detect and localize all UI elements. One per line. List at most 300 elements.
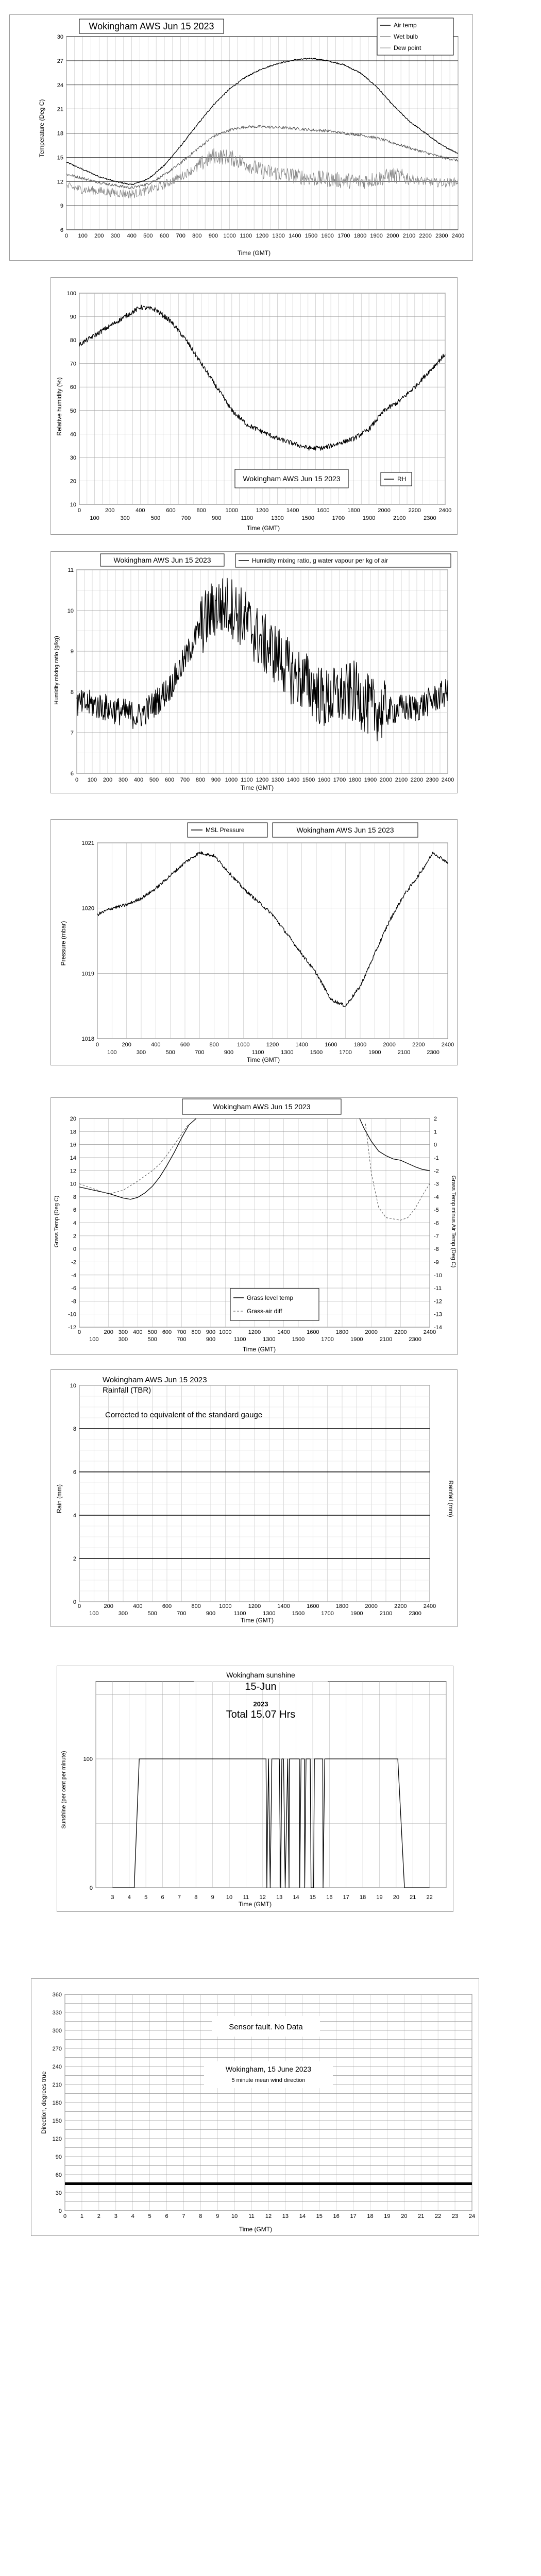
pressure-chart-panel [50,819,458,1065]
temp-y-tick-label: 27 [57,58,63,64]
mixing-ratio-chart-panel [50,551,458,793]
humidity-x-axis-label: Time (GMT) [246,524,280,532]
wind-x-tick-label: 8 [199,2213,202,2219]
rain-x-tick-label-lower: 1100 [233,1611,246,1617]
grass-x-tick-label-lower: 900 [206,1336,216,1343]
pressure-x-tick-label: 1800 [353,1042,367,1048]
grass-x-tick-label: 1800 [335,1329,349,1335]
wind-direction-chart [31,1979,480,2236]
rainfall-chart-panel [50,1369,458,1627]
wind-x-tick-label: 7 [182,2213,185,2219]
rain-x-tick-label-lower: 100 [89,1611,99,1617]
rh-x-tick-label: 600 [166,507,176,514]
temp-x-tick-label: 100 [78,233,88,239]
rh-y-tick-label: 50 [70,408,76,414]
pressure-x-tick-label: 1600 [325,1042,337,1048]
mix-x-tick-label: 1500 [302,777,315,783]
grass-x-tick-label: 900 [206,1329,216,1335]
grass-right-tick-label: -13 [434,1311,442,1318]
rh-y-tick-label: 10 [70,502,76,508]
mix-x-tick-label: 1300 [271,777,284,783]
rh-x-tick-label-lower: 2100 [393,515,406,521]
rain-x-tick-label: 2400 [423,1603,436,1609]
grass-x-tick-label: 800 [191,1329,201,1335]
pressure-x-tick-label: 400 [151,1042,161,1048]
rh-x-tick-label-lower: 100 [90,515,99,521]
rh-x-tick-label-lower: 1900 [362,515,376,521]
mix-x-tick-label: 2100 [395,777,408,783]
sunshine-date: 15-Jun [245,1681,277,1692]
rh-y-tick-label: 40 [70,431,76,438]
temp-x-tick-label: 1300 [272,233,285,239]
grass-x-tick-label: 1000 [219,1329,232,1335]
mix-x-tick-label: 0 [75,777,79,783]
sun-x-tick-label: 6 [161,1894,164,1901]
rain-y-tick-label: 8 [73,1426,76,1432]
rain-x-tick-label: 1600 [307,1603,319,1609]
wind-chart-title: Wokingham, 15 June 2023 [225,2065,312,2073]
mix-x-tick-label: 200 [103,777,113,783]
wind-y-tick-label: 30 [55,2190,62,2196]
sun-x-tick-label: 10 [226,1894,233,1901]
temp-x-tick-label: 900 [208,233,218,239]
legend-dew-point-label: Dew point [394,44,421,52]
mix-y-tick-label: 8 [70,689,74,696]
wind-x-tick-label: 21 [418,2213,425,2219]
pressure-x-tick-label-lower: 1900 [368,1049,381,1056]
pressure-y-tick-label: 1020 [81,905,94,912]
wind-y-tick-label: 60 [55,2172,62,2178]
wind-x-tick-label: 6 [165,2213,168,2219]
temp-x-tick-label: 2300 [435,233,448,239]
temp-x-tick-label: 2400 [451,233,465,239]
sun-x-tick-label: 12 [259,1894,266,1901]
rh-x-tick-label: 1200 [256,507,269,514]
temp-x-tick-label: 800 [192,233,202,239]
rh-y-tick-label: 60 [70,384,76,391]
grass-right-tick-label: -1 [434,1155,439,1161]
grass-right-tick-label: -11 [434,1285,442,1292]
wind-y-tick-label: 0 [58,2208,62,2214]
wind-y-tick-label: 300 [52,2028,62,2034]
pressure-x-tick-label: 2400 [441,1042,454,1048]
rain-x-tick-label: 200 [104,1603,113,1609]
pressure-x-tick-label: 1200 [266,1042,279,1048]
mixing-ratio-y-axis-label: Humidity mixing ratio (g/kg) [54,636,60,705]
mix-x-tick-label: 1400 [286,777,300,783]
wind-x-tick-label: 16 [333,2213,340,2219]
rh-x-tick-label: 200 [105,507,115,514]
mixing-ratio-chart [51,552,458,794]
grass-y-tick-label: -8 [71,1298,76,1305]
sunshine-chart [57,1666,454,1912]
rh-y-tick-label: 80 [70,337,76,344]
rh-x-tick-label-lower: 1500 [301,515,314,521]
pressure-x-tick-label-lower: 900 [224,1049,234,1056]
legend-msl-pressure-label: MSL Pressure [206,826,245,834]
temp-x-tick-label: 0 [64,233,69,239]
rain-x-tick-label-lower: 300 [118,1611,128,1617]
grass-right-tick-label: -6 [434,1220,439,1227]
grass-x-tick-label-lower: 1500 [292,1336,305,1343]
sunshine-y-axis-label: Sunshine (per cent per minute) [61,1751,67,1829]
temp-x-tick-label: 2100 [402,233,416,239]
rh-x-tick-label-lower: 900 [212,515,222,521]
wind-sensor-fault-note: Sensor fault. No Data [229,2023,303,2031]
rainfall-y-axis-label: Rain (mm) [56,1484,63,1513]
pressure-x-tick-label-lower: 1500 [310,1049,323,1056]
temp-x-tick-label: 1100 [240,233,252,239]
mix-y-tick-label: 9 [70,649,74,655]
mix-y-tick-label: 11 [67,567,74,573]
grass-x-tick-label-lower: 300 [118,1336,128,1343]
mix-y-tick-label: 10 [67,608,74,614]
grass-right-tick-label: 0 [434,1142,437,1148]
rain-x-tick-label: 1400 [277,1603,290,1609]
grass-x-tick-label: 0 [77,1329,81,1335]
grass-temp-chart [51,1098,458,1355]
temp-y-tick-label: 6 [60,227,63,233]
grass-x-tick-label: 2000 [365,1329,378,1335]
grass-y-tick-label: 6 [73,1207,76,1214]
grass-y-tick-label: -12 [68,1325,76,1331]
wind-y-axis-label: Direction, degrees true [40,2071,47,2134]
grass-y-tick-label: -10 [68,1311,76,1318]
rainfall-chart-subtitle: Rainfall (TBR) [103,1386,151,1395]
temp-y-tick-label: 12 [57,179,63,185]
temp-x-tick-label: 1400 [289,233,301,239]
temp-x-tick-label: 2000 [386,233,399,239]
sun-x-tick-label: 16 [326,1894,333,1901]
grass-y-tick-label: 20 [70,1116,76,1122]
mixing-ratio-chart-title: Wokingham AWS Jun 15 2023 [113,556,211,564]
grass-y-tick-label: 14 [70,1155,76,1161]
wind-x-tick-label: 14 [299,2213,306,2219]
mix-x-tick-label: 1700 [333,777,346,783]
legend-mixing-ratio-label: Humidity mixing ratio, g water vapour per kg of air [252,557,388,564]
wind-x-tick-label: 5 [148,2213,151,2219]
rh-y-tick-label: 20 [70,478,76,485]
grass-y-tick-label: -6 [71,1285,76,1292]
pressure-x-tick-label: 0 [95,1042,99,1048]
rain-y-tick-label: 10 [70,1383,76,1389]
rainfall-chart-title: Wokingham AWS Jun 15 2023 [103,1376,207,1384]
grass-right-tick-label: -14 [434,1325,442,1331]
grass-y-tick-label: 12 [70,1168,76,1175]
pressure-x-tick-label-lower: 1300 [281,1049,294,1056]
rh-y-tick-label: 100 [66,291,76,297]
sun-x-tick-label: 20 [393,1894,399,1901]
grass-right-tick-label: -12 [434,1298,442,1305]
pressure-x-tick-label: 2000 [383,1042,396,1048]
humidity-chart-title: Wokingham AWS Jun 15 2023 [243,474,341,483]
pressure-chart-title: Wokingham AWS Jun 15 2023 [296,826,394,834]
sun-x-tick-label: 3 [111,1894,114,1901]
grass-x-tick-label-lower: 1100 [233,1336,246,1343]
grass-right-tick-label: -2 [434,1168,439,1175]
pressure-chart [51,820,458,1066]
pressure-x-tick-label: 600 [180,1042,190,1048]
grass-x-tick-label: 1600 [307,1329,319,1335]
wind-x-tick-label: 17 [350,2213,357,2219]
sunshine-chart-panel [57,1666,453,1912]
wind-y-tick-label: 210 [52,2082,62,2088]
pressure-x-tick-label-lower: 2100 [397,1049,411,1056]
temp-grid [66,37,458,230]
grass-temp-legend-box [230,1289,319,1320]
mix-grid [77,570,448,773]
grass-x-tick-label: 700 [177,1329,187,1335]
rain-x-tick-label: 800 [191,1603,201,1609]
humidity-chart-panel [50,277,458,535]
temp-x-tick-label: 200 [94,233,104,239]
mix-x-tick-label: 1900 [364,777,377,783]
grass-y-tick-label: 10 [70,1181,76,1188]
mix-x-tick-label: 900 [211,777,221,783]
rh-x-tick-label-lower: 1300 [271,515,284,521]
sun-y-tick-label: 100 [83,1756,93,1762]
pressure-x-tick-label: 1400 [295,1042,308,1048]
sunshine-x-axis-label: Time (GMT) [238,1901,272,1908]
rainfall-right-axis-label: Rainfall (mm) [447,1480,454,1517]
wind-x-tick-label: 1 [80,2213,83,2219]
grass-y-tick-label: 4 [73,1220,76,1227]
grass-x-tick-label-lower: 100 [89,1336,99,1343]
grass-temp-chart-panel [50,1097,458,1355]
sun-x-tick-label: 18 [359,1894,366,1901]
rain-x-tick-label-lower: 2100 [379,1611,393,1617]
pressure-x-axis-label: Time (GMT) [246,1056,280,1063]
grass-right-tick-label: -3 [434,1181,439,1188]
grass-right-tick-label: -8 [434,1246,439,1253]
rh-y-tick-label: 30 [70,454,76,461]
legend-grass-air-diff-label: Grass-air diff [247,1308,282,1315]
temperature-chart-title: Wokingham AWS Jun 15 2023 [89,21,214,31]
temp-y-tick-label: 18 [57,130,63,137]
mix-x-tick-label: 1800 [348,777,362,783]
rh-x-tick-label-lower: 500 [150,515,161,521]
sun-x-tick-label: 5 [144,1894,148,1901]
mix-y-tick-label: 7 [70,730,74,736]
wind-y-tick-label: 240 [52,2064,62,2070]
wind-y-tick-label: 180 [52,2100,62,2106]
humidity-chart [51,278,458,535]
temp-y-tick-label: 21 [57,106,63,113]
sun-y-tick-label: 0 [89,1885,93,1891]
grass-x-tick-label: 200 [104,1329,113,1335]
rh-x-tick-label: 800 [196,507,206,514]
rh-y-tick-label: 90 [70,314,76,320]
temp-x-tick-label: 300 [110,233,121,239]
mix-x-tick-label: 1000 [225,777,238,783]
pressure-x-tick-label-lower: 1700 [339,1049,352,1056]
temp-x-tick-label: 1800 [353,233,367,239]
wind-x-tick-label: 13 [282,2213,289,2219]
wind-x-tick-label: 0 [63,2213,67,2219]
sun-x-tick-label: 22 [426,1894,433,1901]
pressure-x-tick-label-lower: 300 [136,1049,146,1056]
wind-y-tick-label: 360 [52,1992,62,1998]
grass-y-tick-label: 2 [73,1233,76,1240]
wind-x-tick-label: 23 [451,2213,459,2219]
temp-y-tick-label: 30 [57,34,63,40]
wind-x-tick-label: 10 [231,2213,238,2219]
grass-right-tick-label: -9 [434,1259,439,1266]
temp-x-tick-label: 600 [159,233,170,239]
rain-x-tick-label: 1200 [248,1603,261,1609]
pressure-y-tick-label: 1018 [81,1036,94,1042]
rain-y-tick-label: 0 [73,1599,76,1605]
mix-x-tick-label: 2300 [426,777,439,783]
mix-x-tick-label: 1600 [317,777,331,783]
grass-x-tick-label: 2400 [423,1329,436,1335]
grass-x-tick-label-lower: 700 [177,1336,187,1343]
rh-x-tick-label: 1600 [317,507,330,514]
pressure-x-tick-label-lower: 100 [107,1049,117,1056]
wind-y-tick-label: 330 [52,2010,62,2016]
rh-x-tick-label-lower: 1700 [332,515,345,521]
wind-x-tick-label: 2 [97,2213,100,2219]
grass-x-tick-label-lower: 2300 [409,1336,421,1343]
temp-x-tick-label: 2200 [419,233,432,239]
pressure-x-tick-label: 800 [209,1042,219,1048]
mix-x-tick-label: 2200 [410,777,424,783]
rain-x-tick-label: 1800 [335,1603,349,1609]
rh-x-tick-label: 0 [77,507,81,514]
sun-x-tick-label: 17 [343,1894,349,1901]
grass-x-tick-label-lower: 1300 [263,1336,276,1343]
rain-x-tick-label-lower: 1300 [263,1611,276,1617]
grass-x-tick-label-lower: 1700 [321,1336,334,1343]
legend-air-temp-label: Air temp [394,22,417,29]
mix-x-tick-label: 300 [118,777,128,783]
temp-x-tick-label: 1900 [370,233,383,239]
rainfall-x-axis-label: Time (GMT) [240,1617,274,1624]
mix-x-tick-label: 1100 [241,777,253,783]
temperature-x-axis-label: Time (GMT) [237,249,271,257]
legend-rh-label: RH [397,476,407,483]
rain-x-tick-label: 600 [162,1603,172,1609]
wind-x-axis-label: Time (GMT) [239,2226,273,2233]
rain-x-tick-label-lower: 1900 [350,1611,363,1617]
sun-x-tick-label: 7 [177,1894,181,1901]
grass-x-tick-label-lower: 1900 [350,1336,363,1343]
rh-x-tick-label: 400 [136,507,145,514]
pressure-x-tick-label-lower: 1100 [251,1049,264,1056]
sunshine-chart-title: Wokingham sunshine [226,1671,295,1679]
temp-x-tick-label: 1500 [305,233,318,239]
rh-x-tick-label: 2000 [378,507,391,514]
mix-x-tick-label: 700 [180,777,190,783]
rh-x-tick-label: 2400 [438,507,452,514]
pressure-x-tick-label-lower: 700 [195,1049,205,1056]
mix-x-tick-label: 1200 [256,777,269,783]
rh-x-tick-label: 1400 [286,507,299,514]
rain-x-tick-label: 2000 [365,1603,378,1609]
wind-y-tick-label: 120 [52,2136,62,2142]
wind-x-tick-label: 4 [131,2213,134,2219]
pressure-x-tick-label-lower: 2300 [427,1049,439,1056]
grass-y-tick-label: 0 [73,1246,76,1253]
temperature-chart [10,15,474,261]
mix-x-tick-label: 100 [87,777,97,783]
rh-x-tick-label: 1000 [225,507,239,514]
rainfall-correction-note: Corrected to equivalent of the standard gauge [105,1411,263,1419]
mix-y-tick-label: 6 [70,771,74,777]
grass-temp-y-axis-label: Grass Temp (Deg C) [54,1195,60,1248]
grass-x-tick-label: 1200 [248,1329,261,1335]
sun-x-tick-label: 15 [309,1894,316,1901]
grass-x-tick-label: 1400 [277,1329,290,1335]
wind-y-tick-label: 150 [52,2118,62,2124]
grass-x-tick-label: 2200 [394,1329,407,1335]
rain-x-tick-label: 400 [133,1603,143,1609]
wind-x-tick-label: 9 [216,2213,219,2219]
grass-right-tick-label: -4 [434,1194,439,1200]
sun-x-tick-label: 4 [127,1894,131,1901]
grass-x-tick-label: 600 [162,1329,172,1335]
mix-x-tick-label: 600 [164,777,175,783]
grass-y-tick-label: 16 [70,1142,76,1148]
wind-x-tick-label: 18 [367,2213,374,2219]
grass-x-tick-label: 500 [147,1329,157,1335]
mix-x-tick-label: 500 [149,777,159,783]
mix-x-tick-label: 800 [195,777,206,783]
rain-x-tick-label-lower: 900 [206,1611,216,1617]
pressure-y-axis-label: Pressure (mbar) [60,921,67,966]
rh-x-tick-label-lower: 2300 [424,515,436,521]
rain-y-tick-label: 4 [73,1513,76,1519]
rh-x-tick-label: 1800 [347,507,360,514]
rh-x-tick-label: 2200 [408,507,421,514]
rh-y-tick-label: 70 [70,361,76,367]
grass-right-tick-label: -5 [434,1207,439,1214]
grass-x-tick-label-lower: 2100 [379,1336,393,1343]
grass-right-tick-label: 2 [434,1116,437,1122]
grass-y-tick-label: 8 [73,1194,76,1200]
grass-x-tick-label: 400 [133,1329,143,1335]
wind-x-tick-label: 19 [384,2213,391,2219]
mix-x-tick-label: 400 [133,777,144,783]
sunshine-year: 2023 [253,1700,268,1708]
pressure-x-tick-label: 200 [122,1042,131,1048]
grass-temp-x-axis-label: Time (GMT) [242,1346,276,1353]
rh-x-tick-label-lower: 300 [120,515,130,521]
mix-x-tick-label: 2000 [379,777,393,783]
legend-grass-level-label: Grass level temp [247,1294,294,1301]
grass-y-tick-label: -4 [71,1272,76,1279]
rainfall-chart [51,1370,458,1628]
rain-x-tick-label-lower: 1500 [292,1611,305,1617]
rh-x-tick-label-lower: 1100 [241,515,253,521]
grass-right-tick-label: 1 [434,1129,437,1136]
pressure-x-tick-label: 1000 [237,1042,250,1048]
grass-temp-right-axis-label: Grass Temp minus Air Temp (Deg C) [450,1175,457,1268]
wind-x-tick-label: 3 [114,2213,117,2219]
pressure-y-tick-label: 1019 [81,971,94,977]
mixing-ratio-x-axis-label: Time (GMT) [240,784,274,791]
wind-x-tick-label: 15 [316,2213,323,2219]
sun-x-tick-label: 14 [293,1894,299,1901]
grass-temp-chart-title: Wokingham AWS Jun 15 2023 [213,1103,311,1111]
sun-x-tick-label: 9 [211,1894,214,1901]
temp-x-tick-label: 1200 [256,233,269,239]
humidity-y-axis-label: Relative humidity (%) [56,377,63,436]
rain-y-tick-label: 6 [73,1469,76,1476]
wind-y-tick-label: 270 [52,2046,62,2052]
grass-right-tick-label: -10 [434,1272,442,1279]
temp-x-tick-label: 700 [176,233,185,239]
